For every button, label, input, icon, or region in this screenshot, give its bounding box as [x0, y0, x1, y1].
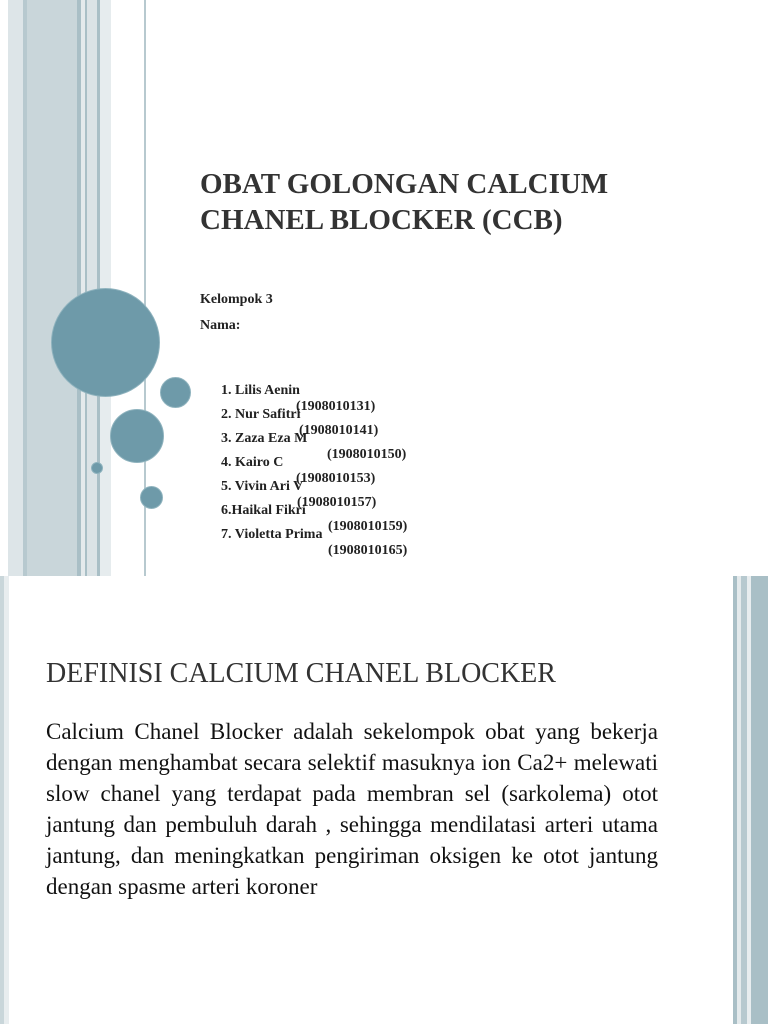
decor-bar [751, 576, 768, 1024]
decor-circle [140, 486, 163, 509]
decor-bar [27, 0, 77, 576]
decor-circle [160, 377, 191, 408]
member-nim: (1908010157) [297, 495, 377, 510]
definition-body: Calcium Chanel Blocker adalah sekelompok obat yang bekerja dengan menghambat secara selektif masuknya ion Ca2+ melewati slow chanel yang terdapat pada membran sel (sarkolema) otot jantung dan pembuluh darah , sehingga mendilatasi arteri utama jantung, dan meningkatkan pengiriman oksigen ke otot jantung dengan spasme arteri koroner [46, 719, 658, 899]
name-label: Nama: [200, 318, 241, 333]
decor-bar [8, 0, 23, 576]
title-line-2: CHANEL BLOCKER (CCB) [200, 204, 563, 236]
member-nim: (1908010131) [296, 399, 376, 414]
decor-circle [110, 409, 164, 463]
decor-circle [51, 288, 160, 397]
member-name: 7. Violetta Prima [221, 527, 323, 542]
member-nim: (1908010165) [328, 543, 408, 558]
member-name: 2. Nur Safitri [221, 407, 301, 422]
member-name: 1. Lilis Aenin [221, 383, 300, 398]
member-name: 4. Kairo C [221, 455, 284, 470]
member-name: 5. Vivin Ari V [221, 479, 304, 494]
member-nim: (1908010159) [328, 519, 408, 534]
member-name: 3. Zaza Eza M [221, 431, 308, 446]
title-line-1: OBAT GOLONGAN CALCIUM [200, 168, 609, 200]
member-nim: (1908010153) [296, 471, 376, 486]
slide-title [200, 166, 700, 238]
group-label: Kelompok 3 [200, 292, 273, 307]
member-nim: (1908010150) [327, 447, 407, 462]
decor-circle [91, 462, 103, 474]
decor-bar [4, 576, 9, 1024]
definition-title: DEFINISI CALCIUM CHANEL BLOCKER [46, 658, 556, 689]
member-nim: (1908010141) [299, 423, 379, 438]
member-name: 6.Haikal Fikri [221, 503, 306, 518]
